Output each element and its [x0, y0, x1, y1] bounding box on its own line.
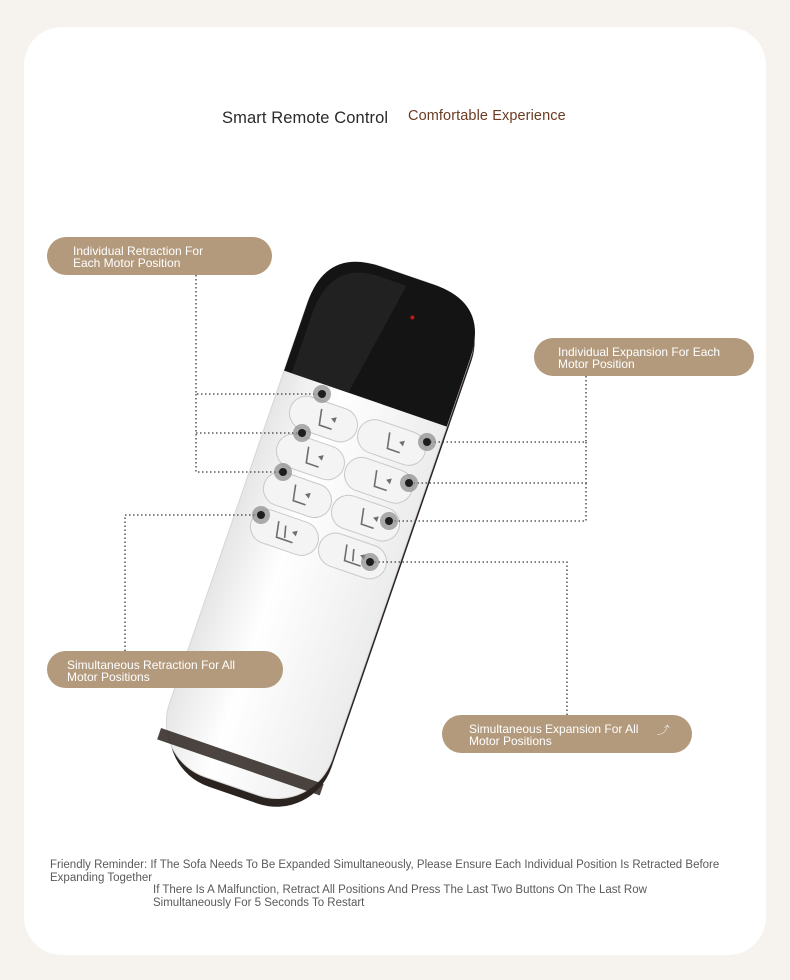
callout-marker-icon — [418, 433, 436, 451]
page-subtitle: Comfortable Experience — [408, 108, 566, 124]
callout-marker-icon — [361, 553, 379, 571]
callout-marker-icon — [274, 463, 292, 481]
callout-marker-icon — [313, 385, 331, 403]
page-title: Smart Remote Control — [222, 109, 389, 127]
callout-marker-icon — [400, 474, 418, 492]
label-individual-retraction: Individual Retraction For Each Motor Position — [47, 237, 272, 275]
arrow-icon: ⤴ — [657, 725, 668, 737]
malfunction-text: If There Is A Malfunction, Retract All Positions And Press The Last Two Buttons On The Last Row Simultaneously For 5 Seconds To Restart — [153, 884, 647, 909]
label-simultaneous-expansion: Simultaneous Expansion For All Motor Positions ⤴ — [442, 715, 692, 753]
callout-marker-icon — [293, 424, 311, 442]
callout-marker-icon — [252, 506, 270, 524]
label-simultaneous-retraction: Simultaneous Retraction For All Motor Positions — [47, 651, 283, 688]
callout-marker-icon — [380, 512, 398, 530]
remote-body — [148, 248, 491, 823]
reminder-text: Friendly Reminder: If The Sofa Needs To Be Expanded Simultaneously, Please Ensure Each Individual Position Is Retracted Before Expanding Together — [50, 859, 720, 884]
label-individual-expansion: Individual Expansion For Each Motor Position — [534, 338, 754, 376]
